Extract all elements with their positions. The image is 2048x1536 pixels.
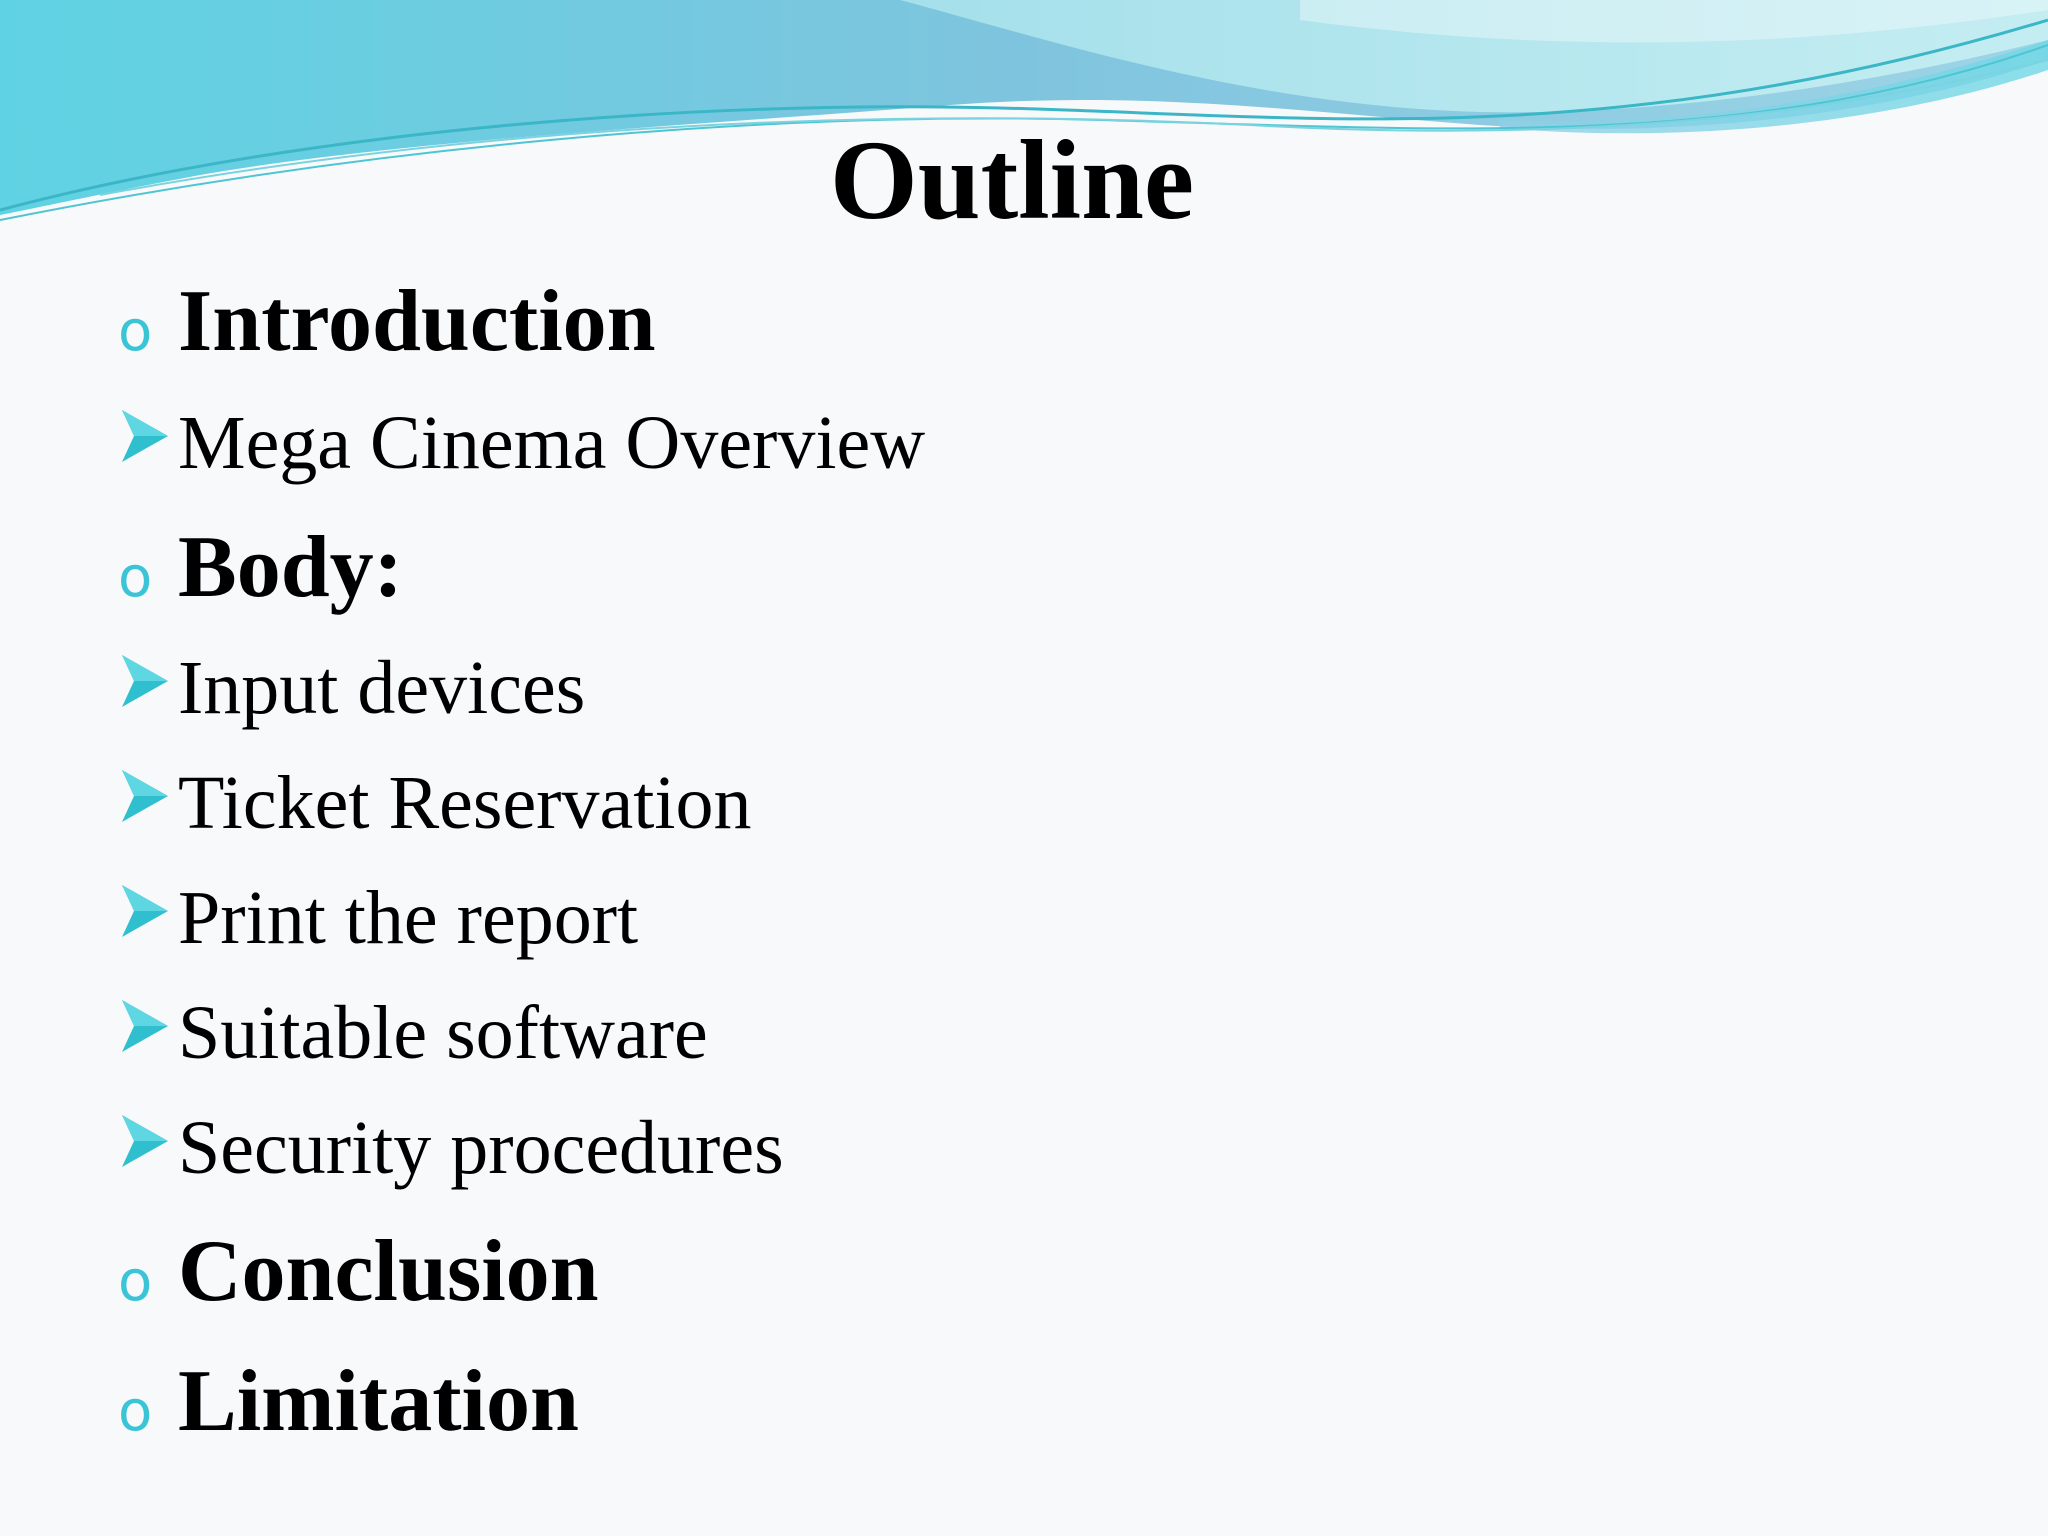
circle-bullet-icon: o xyxy=(118,299,153,364)
outline-item-input-devices xyxy=(118,643,585,733)
circle-bullet-icon: o xyxy=(118,1379,153,1444)
arrow-bullet-icon xyxy=(118,418,178,468)
outline-item-security-procedures xyxy=(118,1103,784,1193)
arrow-bullet-icon xyxy=(118,663,178,713)
circle-bullet-icon: o xyxy=(118,1249,153,1314)
arrow-bullet-icon xyxy=(118,778,178,828)
arrow-bullet-icon xyxy=(118,1008,178,1058)
outline-item-label: Limitation xyxy=(178,1353,579,1450)
outline-item-conclusion xyxy=(118,1222,599,1332)
outline-item-label: Body: xyxy=(178,519,403,616)
outline-item-label: Conclusion xyxy=(178,1223,599,1320)
outline-item-limitation xyxy=(118,1352,579,1462)
arrow-bullet-icon xyxy=(118,1123,178,1173)
outline-item-label: Print the report xyxy=(178,876,639,960)
circle-bullet-icon: o xyxy=(118,545,153,610)
outline-item-label: Introduction xyxy=(178,273,656,370)
outline-item-body xyxy=(118,518,403,628)
outline-item-label: Input devices xyxy=(178,646,586,730)
outline-item-suitable-software xyxy=(118,988,708,1078)
outline-item-label: Ticket Reservation xyxy=(178,761,752,845)
slide-title: Outline xyxy=(829,118,1195,243)
outline-item-label: Suitable software xyxy=(178,991,708,1075)
outline-item-introduction xyxy=(118,272,656,382)
outline-item-label: Security procedures xyxy=(178,1106,784,1190)
arrow-bullet-icon xyxy=(118,893,178,943)
outline-item-ticket-reservation xyxy=(118,758,751,848)
outline-item-label: Mega Cinema Overview xyxy=(178,401,926,485)
outline-item-print-the-report xyxy=(118,873,638,963)
outline-item-mega-cinema-overview xyxy=(118,398,925,488)
